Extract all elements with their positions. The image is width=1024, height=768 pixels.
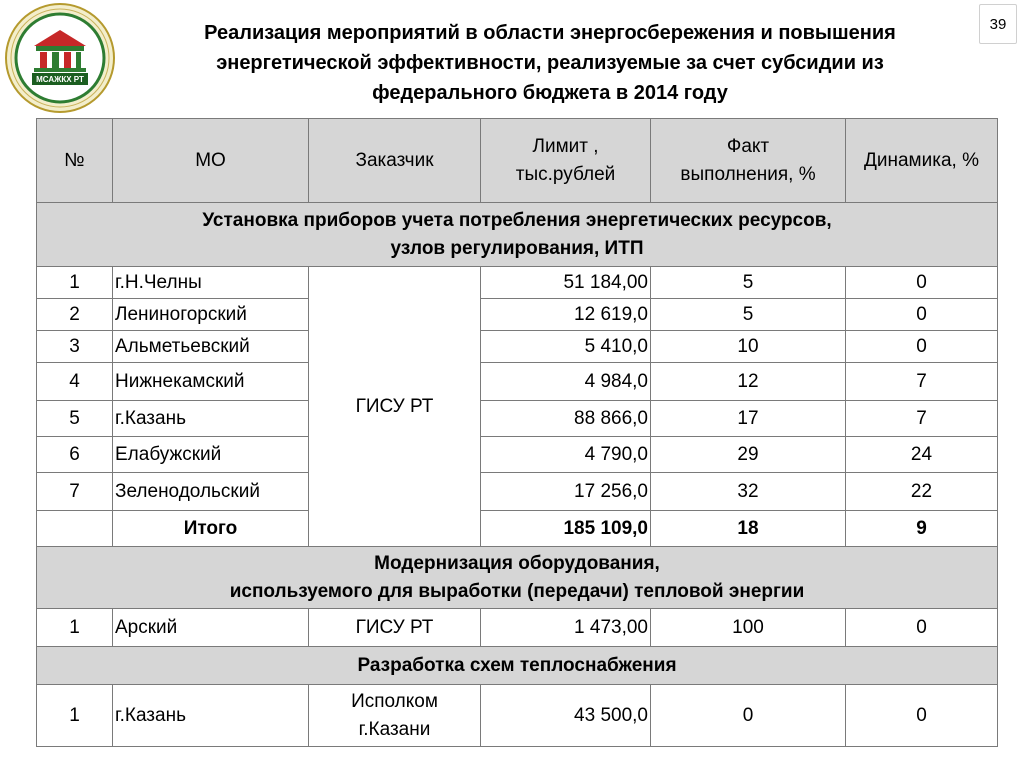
cell-fact: 10 [651,331,846,363]
cell-num: 1 [37,685,113,747]
table-row [37,401,998,437]
cell-num: 1 [37,267,113,299]
cell-dynamics: 0 [846,299,998,331]
table-row [37,299,998,331]
cell-mo: Альметьевский [113,331,309,363]
title-line: Реализация мероприятий в области энергосбережения и повышения [204,22,896,44]
cell-mo: г.Казань [113,685,309,747]
customer-line: г.Казани [358,718,431,740]
cell-fact: 5 [651,299,846,331]
cell-num: 2 [37,299,113,331]
cell-fact: 5 [651,267,846,299]
cell-customer: ГИСУ РТ [309,267,481,547]
title-line: федерального бюджета в 2014 году [372,82,728,104]
cell-limit: 43 500,0 [481,685,651,747]
section-title: Разработка схем теплоснабжения [37,647,998,685]
cell-limit: 17 256,0 [481,473,651,511]
cell-customer [309,685,481,747]
cell-limit: 4 790,0 [481,437,651,473]
cell-fact: 17 [651,401,846,437]
cell-num: 4 [37,363,113,401]
cell-fact: 0 [651,685,846,747]
cell-num: 1 [37,609,113,647]
cell-dynamics: 0 [846,267,998,299]
cell-num: 6 [37,437,113,473]
cell-mo: г.Казань [113,401,309,437]
header-mo: МО [113,119,309,203]
cell-dynamics: 7 [846,363,998,401]
header-limit-line1: Лимит , [532,135,599,157]
table-row [37,331,998,363]
cell-total-dynamics: 9 [846,511,998,547]
section-line: используемого для выработки (передачи) тепловой энергии [229,580,805,602]
cell-limit: 88 866,0 [481,401,651,437]
cell-num: 3 [37,331,113,363]
cell-total-fact: 18 [651,511,846,547]
header-dynamics: Динамика, % [846,119,998,203]
cell-num: 7 [37,473,113,511]
section-line: Установка приборов учета потребления энергетических ресурсов, [202,209,832,231]
total-row [37,511,998,547]
customer-line: Исполком [351,690,438,712]
cell-dynamics: 0 [846,609,998,647]
cell-limit: 1 473,00 [481,609,651,647]
cell-mo: Лениногорский [113,299,309,331]
cell-mo: г.Н.Челны [113,267,309,299]
section-title [37,203,998,267]
cell-limit: 12 619,0 [481,299,651,331]
table-row [37,609,998,647]
cell-customer: ГИСУ РТ [309,609,481,647]
ministry-logo [4,2,116,114]
header-limit-line2: тыс.рублей [515,163,616,185]
cell-mo: Арский [113,609,309,647]
section-line: Модернизация оборудования, [374,552,660,574]
header-fact-line1: Факт [726,135,770,157]
header-limit [481,119,651,203]
logo-text: МСАЖКХ РТ [36,75,84,84]
header-num: № [37,119,113,203]
cell-num: 5 [37,401,113,437]
table-row [37,267,998,299]
table-row [37,363,998,401]
header-fact [651,119,846,203]
page-title [150,18,950,108]
table-row [37,473,998,511]
header-customer: Заказчик [309,119,481,203]
cell-dynamics: 7 [846,401,998,437]
table-row [37,437,998,473]
page-number: 39 [979,4,1017,44]
subsidy-table [36,118,998,747]
header-row [37,119,998,203]
cell-num-empty [37,511,113,547]
cell-limit: 5 410,0 [481,331,651,363]
cell-limit: 4 984,0 [481,363,651,401]
section-row [37,203,998,267]
cell-limit: 51 184,00 [481,267,651,299]
cell-dynamics: 0 [846,331,998,363]
cell-dynamics: 22 [846,473,998,511]
cell-dynamics: 0 [846,685,998,747]
cell-total-limit: 185 109,0 [481,511,651,547]
section-row [37,547,998,609]
table-row [37,685,998,747]
section-title [37,547,998,609]
section-row [37,647,998,685]
cell-dynamics: 24 [846,437,998,473]
header-fact-line2: выполнения, % [680,163,816,185]
cell-total-label: Итого [113,511,309,547]
title-line: энергетической эффективности, реализуемые за счет субсидии из [216,52,884,74]
cell-fact: 29 [651,437,846,473]
cell-fact: 12 [651,363,846,401]
cell-fact: 100 [651,609,846,647]
cell-mo: Елабужский [113,437,309,473]
cell-fact: 32 [651,473,846,511]
cell-mo: Нижнекамский [113,363,309,401]
cell-mo: Зеленодольский [113,473,309,511]
section-line: узлов регулирования, ИТП [390,237,644,259]
